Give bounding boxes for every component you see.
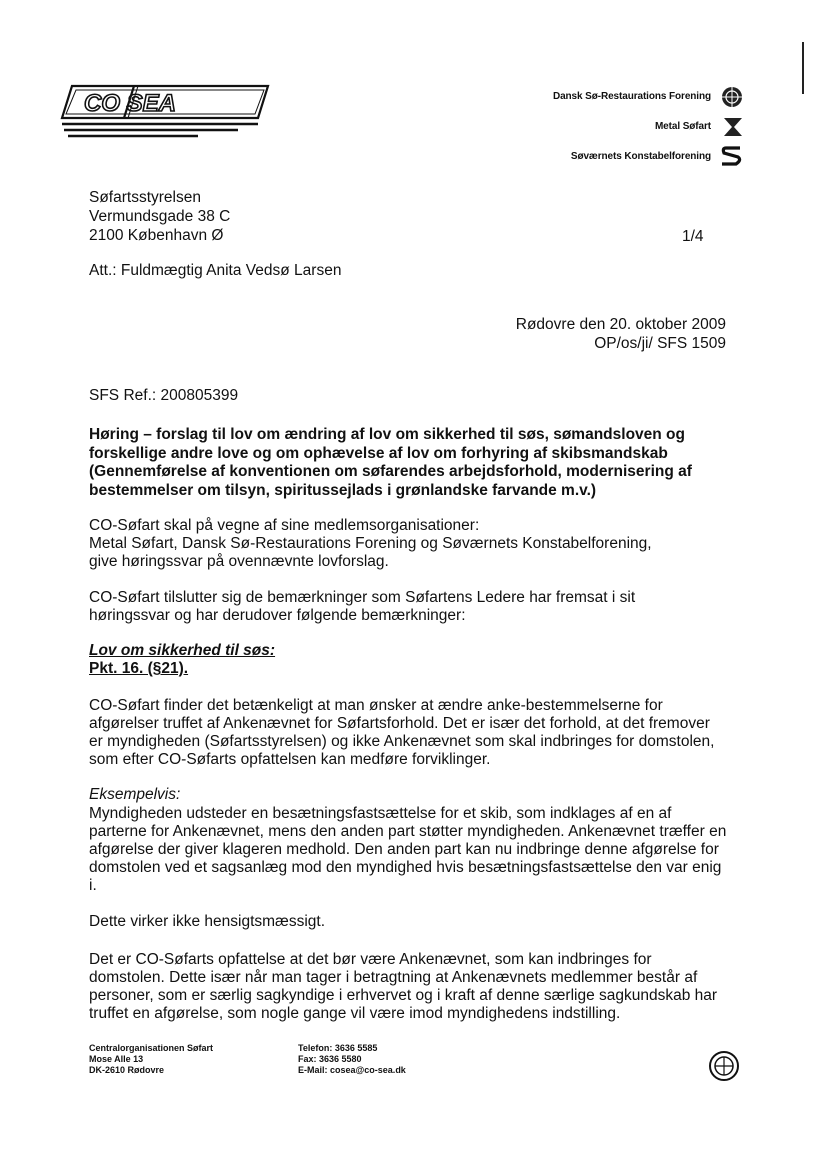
footer-fax: Fax: 3636 5580 bbox=[298, 1054, 362, 1064]
example-paragraph: Myndigheden udsteder en besætningsfastsættelse for et skib, som indklages af en af parterne for Ankenævnet, mens den anden part støtter myndigheden. Ankenævnet træffer en afgørelse der giver klageren medhold. Den anden part kan nu indbringe denne afgørelse for domstolen ved et sagsanlæg mod den myndighed hvis besætningsfastsættelse den var enig i. bbox=[89, 805, 727, 894]
globe-emblem-icon bbox=[720, 84, 744, 106]
reference-line: OP/os/ji/ SFS 1509 bbox=[594, 335, 726, 352]
subject-heading: Høring – forslag til lov om ændring af lov om sikkerhed til søs, sømandsloven og forskellige andre love og om ophævelse af lov om forhyring af skibsmandskab (Gennemførelse af konventionen om søfarendes arbejdsforhold, modernisering af bestemmelser om tilsyn, spiritussejlads i grønlandske farvande m.v.) bbox=[89, 426, 692, 499]
paragraph-1: CO-Søfart finder det betænkeligt at man ønsker at ændre anke-bestemmelserne for afgørelser truffet af Ankenævnet for Søfartsforhold. Det er især det forhold, at det fremover er myndigheden (Søfartsstyrelsen) og ikke Ankenævnet som skal indbringes for domstolen, som efter CO-Søfarts opfattelsen kan medføre forviklinger. bbox=[89, 697, 715, 768]
itf-globe-emblem-icon bbox=[708, 1050, 740, 1087]
org-dansk-so-restaurations: Dansk Sø-Restaurations Forening bbox=[552, 91, 711, 102]
logo-text: CO SEA bbox=[84, 90, 177, 117]
intro-line-1: CO-Søfart skal på vegne af sine medlemsorganisationer: bbox=[89, 517, 480, 534]
org-sovaernets-konstabelforening: Søværnets Konstabelforening bbox=[570, 151, 711, 162]
attention-line: Att.: Fuldmægtig Anita Vedsø Larsen bbox=[89, 262, 342, 279]
footer-email: E-Mail: cosea@co-sea.dk bbox=[298, 1065, 406, 1075]
recipient-address bbox=[89, 189, 230, 246]
sfs-reference: SFS Ref.: 200805399 bbox=[89, 387, 239, 404]
intro-line-2: Metal Søfart, Dansk Sø-Restaurations Forening og Søværnets Konstabelforening, bbox=[89, 535, 652, 552]
recipient-name: Søfartsstyrelsen bbox=[89, 189, 201, 206]
intro-paragraph bbox=[89, 517, 729, 571]
paragraph-2: Dette virker ikke hensigtsmæssigt. bbox=[89, 913, 326, 930]
page-number: 1/4 bbox=[682, 228, 704, 245]
edge-rule bbox=[802, 42, 804, 94]
date-block bbox=[516, 316, 726, 354]
footer-contact bbox=[298, 1043, 406, 1076]
footer-org-name: Centralorganisationen Søfart bbox=[89, 1043, 214, 1053]
recipient-street: Vermundsgade 38 C bbox=[89, 208, 231, 225]
hourglass-emblem-icon bbox=[722, 116, 746, 138]
paragraph-3: Det er CO-Søfarts opfattelse at det bør være Ankenævnet, som kan indbringes for domstolen. Dette især når man tager i betragtning at Ankenævnets medlemmer består af personer, som er særlig sagkyndige i erhvervet og i kraft af denne særlige sagkundskab har truffet en afgørelse, som nogle gange vil være imod myndighedens indstilling. bbox=[89, 951, 718, 1022]
footer-street: Mose Alle 13 bbox=[89, 1054, 144, 1064]
example-label: Eksempelvis: bbox=[89, 786, 181, 803]
co-sea-logo bbox=[58, 72, 278, 150]
section-title: Lov om sikkerhed til søs: bbox=[89, 642, 276, 659]
agreement-paragraph: CO-Søfart tilslutter sig de bemærkninger som Søfartens Ledere har fremsat i sit høringssvar og har derudover følgende bemærkninger: bbox=[89, 589, 636, 624]
org-metal-sofart: Metal Søfart bbox=[654, 121, 711, 132]
footer-address bbox=[89, 1043, 213, 1076]
section-subtitle: Pkt. 16. (§21). bbox=[89, 660, 189, 677]
footer-city: DK-2610 Rødovre bbox=[89, 1065, 165, 1075]
intro-line-3: give høringssvar på ovennævnte lovforslag. bbox=[89, 553, 389, 570]
footer-phone: Telefon: 3636 5585 bbox=[298, 1043, 378, 1053]
date-line: Rødovre den 20. oktober 2009 bbox=[515, 316, 726, 333]
s-emblem-icon bbox=[720, 144, 744, 166]
recipient-city: 2100 København Ø bbox=[89, 227, 224, 244]
